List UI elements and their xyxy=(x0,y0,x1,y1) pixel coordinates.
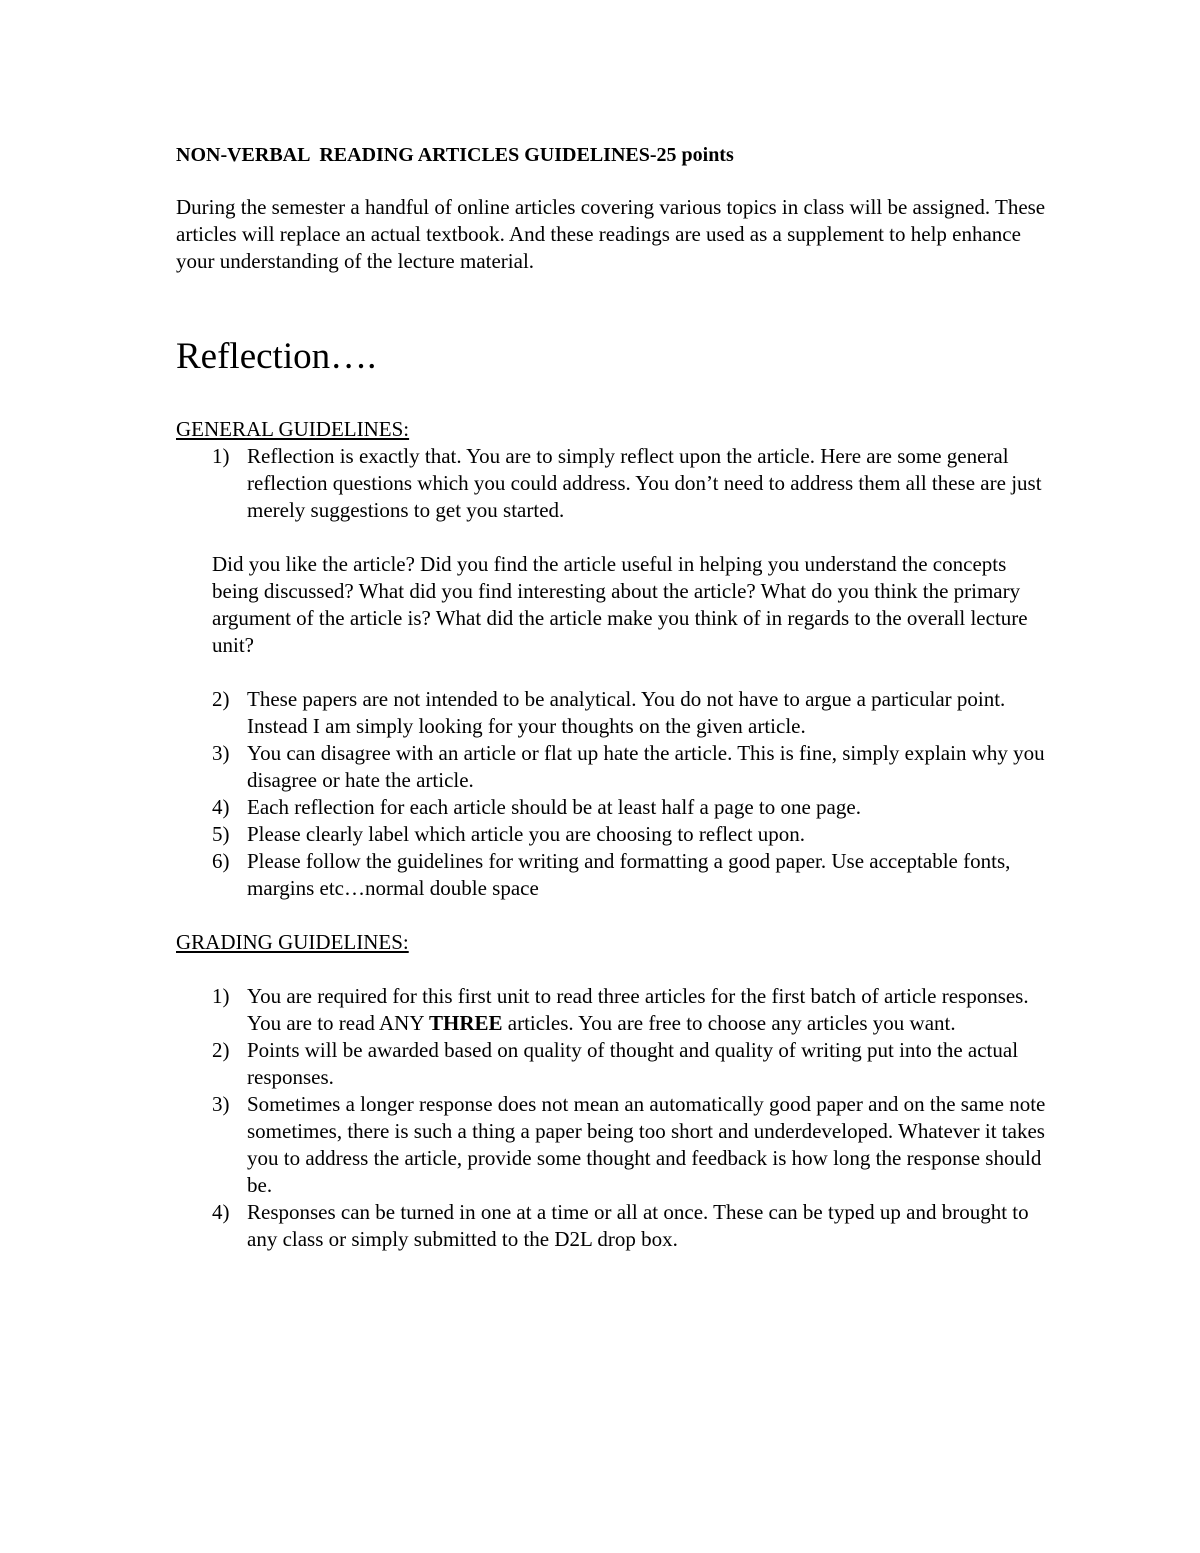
list-item-number: 6) xyxy=(212,849,230,873)
list-item-text: You can disagree with an article or flat up hate the article. This is fine, simply explain why you disagree or hate the article. xyxy=(247,741,1045,792)
list-item-text: Sometimes a longer response does not mean an automatically good paper and on the same note sometimes, there is such a thing a paper being too short and underdeveloped. Whatever it takes you to address the article, provide some thought and feedback is how long the response should be. xyxy=(247,1092,1046,1197)
list-item xyxy=(176,983,1046,1037)
document-body xyxy=(176,142,1046,1253)
general-guidelines-list-start xyxy=(176,443,1046,524)
reflection-heading: Reflection…. xyxy=(176,336,377,377)
list-item-number: 1) xyxy=(212,444,230,468)
list-item xyxy=(176,1199,1046,1253)
list-item xyxy=(176,686,1046,740)
list-item-number: 5) xyxy=(212,822,230,846)
intro-paragraph: During the semester a handful of online articles covering various topics in class will be assigned. These articles will replace an actual textbook. And these readings are used as a supplement to help enhance your understanding of the lecture material. xyxy=(176,195,1046,273)
list-item-text: Please follow the guidelines for writing and formatting a good paper. Use acceptable fonts, margins etc…normal double space xyxy=(247,849,1011,900)
general-guidelines-list-continued xyxy=(176,686,1046,902)
document-title: NON-VERBAL READING ARTICLES GUIDELINES-25 points xyxy=(176,144,734,166)
list-item-text: Please clearly label which article you are choosing to reflect upon. xyxy=(247,822,806,846)
list-item-text: These papers are not intended to be analytical. You do not have to argue a particular point. Instead I am simply looking for your thoughts on the given article. xyxy=(247,687,1006,738)
list-item-text-part: You are required for this first unit to read three articles for the first batch of article responses. You are to read ANY xyxy=(247,984,1029,1035)
list-item-number: 4) xyxy=(212,795,230,819)
list-item-text: Reflection is exactly that. You are to simply reflect upon the article. Here are some general reflection questions which you could address. You don’t need to address them all these are just merely suggestions to get you started. xyxy=(247,444,1042,522)
grading-guidelines-list xyxy=(176,983,1046,1253)
list-item-text: Responses can be turned in one at a time or all at once. These can be typed up and brought to any class or simply submitted to the D2L drop box. xyxy=(247,1200,1029,1251)
list-item-number: 3) xyxy=(212,741,230,765)
list-item-number: 2) xyxy=(212,687,230,711)
reflection-questions-paragraph: Did you like the article? Did you find the article useful in helping you understand the concepts being discussed? What did you find interesting about the article? What do you think the primary argument of the article is? What did the article make you think of in regards to the overall lecture unit? xyxy=(212,552,1028,657)
grading-guidelines-heading: GRADING GUIDELINES: xyxy=(176,930,409,954)
list-item-text: Points will be awarded based on quality of thought and quality of writing put into the actual responses. xyxy=(247,1038,1019,1089)
list-item xyxy=(176,794,1046,821)
list-item-number: 3) xyxy=(212,1092,230,1116)
emphasis-word: THREE xyxy=(428,1011,503,1035)
list-item-number: 4) xyxy=(212,1200,230,1224)
list-item xyxy=(176,1037,1046,1091)
list-item-text: Each reflection for each article should be at least half a page to one page. xyxy=(247,795,861,819)
list-item-number: 1) xyxy=(212,984,230,1008)
list-item-number: 2) xyxy=(212,1038,230,1062)
list-item-text-part: articles. You are free to choose any articles you want. xyxy=(502,1011,956,1035)
general-guidelines-heading: GENERAL GUIDELINES: xyxy=(176,417,410,441)
list-item xyxy=(176,1091,1046,1199)
list-item xyxy=(176,848,1046,902)
list-item xyxy=(176,740,1046,794)
list-item xyxy=(176,821,1046,848)
list-item xyxy=(176,443,1046,524)
